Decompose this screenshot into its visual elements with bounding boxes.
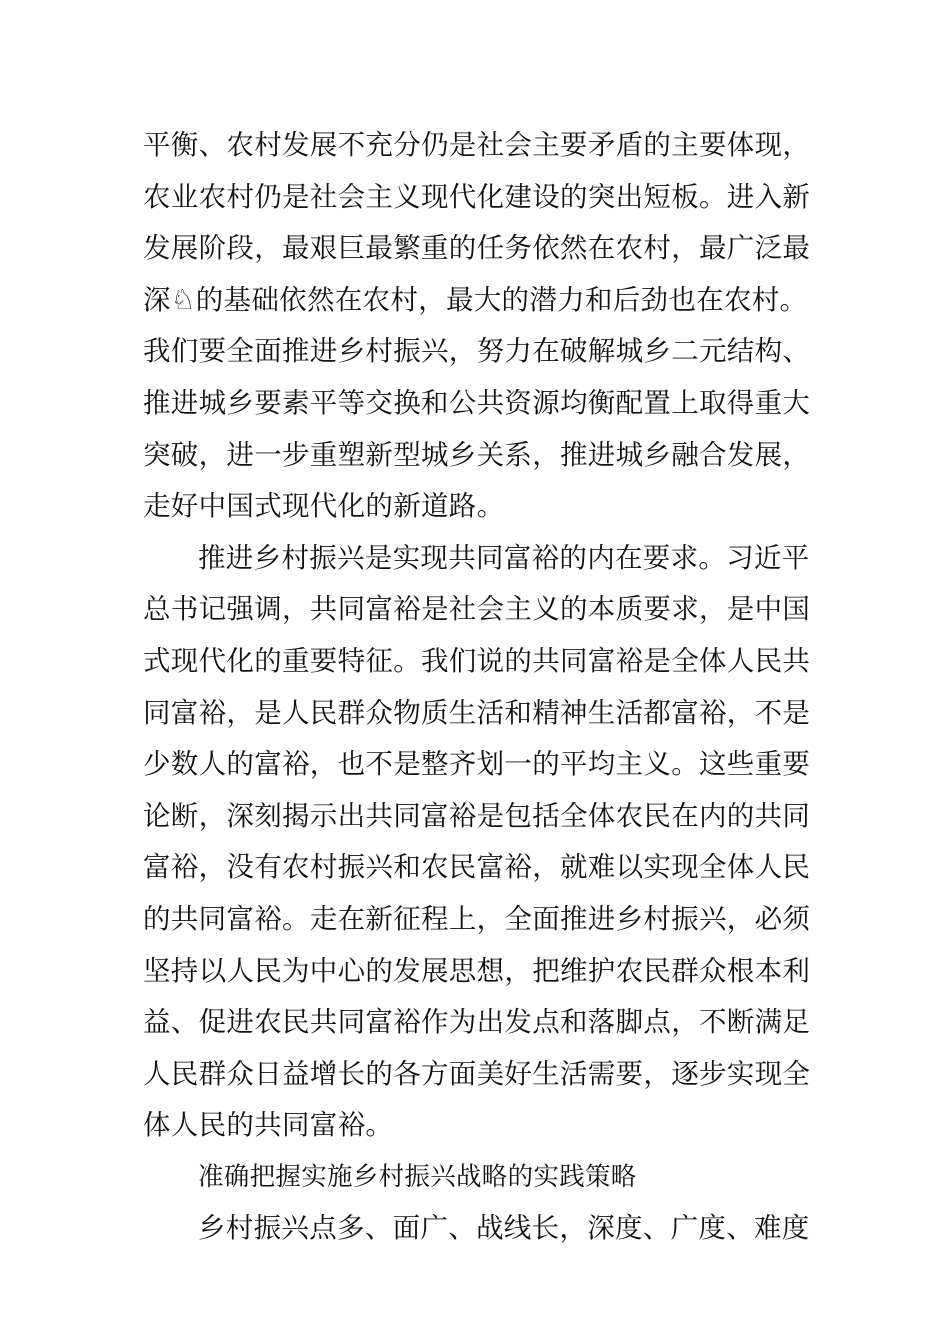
text-line: 论断，深刻揭示出共同富裕是包括全体农民在内的共同 <box>143 799 811 832</box>
text-line: 平衡、农村发展不充分仍是社会主要矛盾的主要体现， <box>143 129 811 161</box>
paragraph-2 <box>143 533 813 1152</box>
text-line: 农业农村仍是社会主义现代化建设的突出短板。进入新 <box>143 180 811 213</box>
text-line: 突破，进一步重塑新型城乡关系，推进城乡融合发展， <box>143 438 811 471</box>
text-line: 益、促进农民共同富裕作为出发点和落脚点，不断满足 <box>143 1006 811 1039</box>
text-line: 富裕，没有农村振兴和农民富裕，就难以实现全体人民 <box>143 851 811 884</box>
text-line: 走好中国式现代化的新道路。 <box>143 490 505 523</box>
text-line: 坚持以人民为中心的发展思想，把维护农民群众根本利 <box>143 954 811 987</box>
text-line: 推进城乡要素平等交换和公共资源均衡配置上取得重大 <box>143 386 811 419</box>
text-line: 体人民的共同富裕。 <box>143 1109 394 1142</box>
paragraph-3 <box>143 1203 813 1255</box>
paragraph-1 <box>143 120 813 533</box>
text-line: 总书记强调，共同富裕是社会主义的本质要求，是中国 <box>143 593 811 626</box>
text-line: 我们要全面推进乡村振兴，努力在破解城乡二元结构、 <box>143 335 811 368</box>
text-line: 发展阶段，最艰巨最繁重的任务依然在农村，最广泛最 <box>143 232 811 265</box>
text-line: 式现代化的重要特征。我们说的共同富裕是全体人民共 <box>143 644 811 677</box>
text-line: 的共同富裕。走在新征程上，全面推进乡村振兴，必须 <box>143 902 811 935</box>
text-line-first: 乡村振兴点多、面广、战线长，深度、广度、难度 <box>198 1212 810 1245</box>
text-line: 同富裕，是人民群众物质生活和精神生活都富裕，不是 <box>143 696 811 729</box>
document-body <box>143 120 813 1255</box>
section-heading: 准确把握实施乡村振兴战略的实践策略 <box>198 1161 637 1192</box>
text-line: 少数人的富裕，也不是整齐划一的平均主义。这些重要 <box>143 748 811 781</box>
text-line: 深♘的基础依然在农村，最大的潜力和后劲也在农村。 <box>143 283 808 316</box>
text-line-first: 推进乡村振兴是实现共同富裕的内在要求。习近平 <box>198 541 810 574</box>
text-line: 人民群众日益增长的各方面美好生活需要，逐步实现全 <box>143 1057 811 1090</box>
